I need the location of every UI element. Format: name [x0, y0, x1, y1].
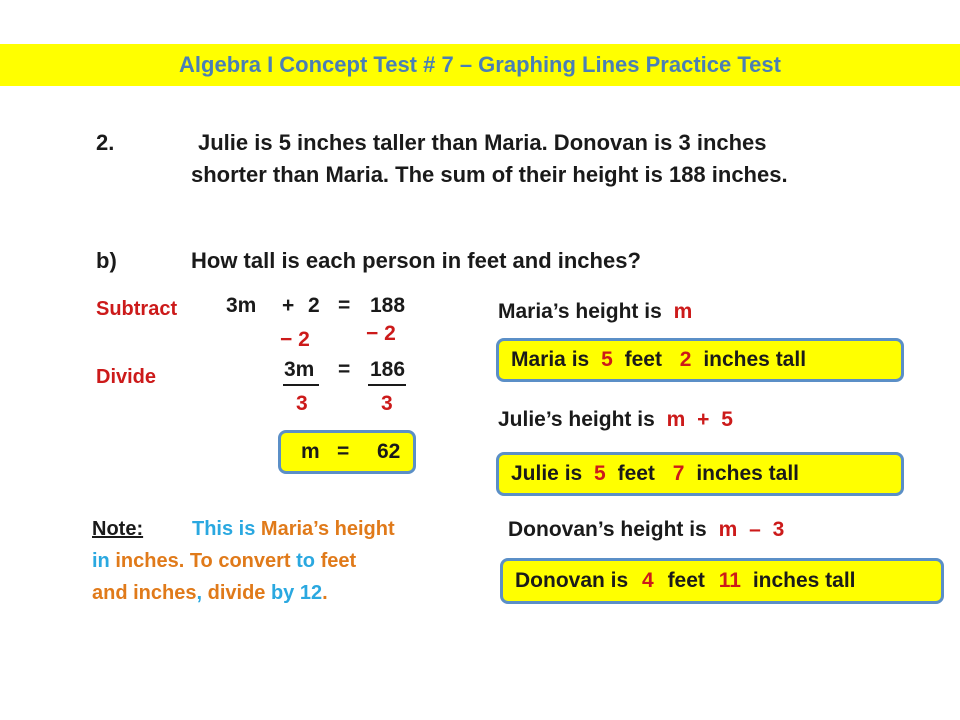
eq1-two: 2	[308, 294, 320, 317]
maria-answer	[511, 348, 806, 372]
fraction-bar-right	[368, 384, 406, 386]
eq2-rhs: 186	[370, 358, 406, 381]
subtract-left: − 2	[280, 328, 310, 351]
eq1-rhs: 188	[370, 294, 406, 317]
problem-number: 2.	[96, 130, 115, 155]
donovan-answer-box	[500, 558, 944, 604]
note-line-1: This is Maria’s height	[192, 518, 395, 540]
donovan-inches: 11	[718, 569, 741, 592]
julie-expr-label: Julie’s height is	[498, 408, 655, 431]
maria-inches-word: inches tall	[703, 348, 807, 371]
fraction-bar-left	[283, 384, 319, 386]
denominator-left: 3	[296, 392, 308, 415]
donovan-feet: 4	[642, 569, 654, 592]
eq1-lhs-3m: 3m	[226, 294, 257, 317]
note-label: Note:	[92, 518, 144, 540]
donovan-expr-n: 3	[772, 518, 785, 541]
note-line-3: and inches, divide by 12.	[92, 582, 328, 604]
donovan-inches-word: inches tall	[752, 569, 856, 592]
maria-expression	[498, 300, 692, 324]
note-line-2: in inches. To convert to feet	[92, 550, 357, 572]
subtract-right: − 2	[366, 322, 396, 345]
julie-feet: 5	[594, 462, 606, 485]
donovan-expression	[508, 518, 784, 542]
title-banner	[0, 44, 960, 86]
maria-feet: 5	[601, 348, 613, 371]
divide-label: Divide	[96, 366, 157, 388]
julie-pre: Julie is	[511, 462, 583, 485]
donovan-answer	[515, 569, 856, 593]
subtract-label: Subtract	[96, 298, 178, 320]
maria-expr-label: Maria’s height is	[498, 300, 662, 323]
donovan-expr-m: m	[718, 518, 738, 541]
julie-inches-word: inches tall	[696, 462, 800, 485]
eq1-equals: =	[338, 294, 351, 317]
problem-line-1: Julie is 5 inches taller than Maria. Donovan is 3 inches	[198, 130, 767, 155]
donovan-expr-label: Donovan’s height is	[508, 518, 707, 541]
julie-answer	[511, 462, 799, 486]
result-equals: =	[337, 440, 350, 463]
maria-answer-box	[496, 338, 904, 382]
donovan-feet-word: feet	[667, 569, 705, 592]
julie-expr-n: 5	[721, 408, 733, 431]
maria-pre: Maria is	[511, 348, 590, 371]
eq1-plus: +	[282, 294, 295, 317]
result-value: 62	[377, 440, 401, 463]
julie-inches: 7	[672, 462, 685, 485]
maria-feet-word: feet	[624, 348, 662, 371]
result-box	[278, 430, 416, 474]
page-title: Algebra I Concept Test # 7 – Graphing Lines Practice Test	[179, 52, 781, 77]
julie-expr-m: m	[666, 408, 686, 431]
julie-feet-word: feet	[617, 462, 655, 485]
donovan-expr-minus: –	[749, 518, 761, 541]
maria-expr-m: m	[673, 300, 693, 323]
eq2-equals: =	[338, 358, 351, 381]
eq2-lhs: 3m	[284, 358, 315, 381]
julie-expr-plus: +	[697, 408, 710, 431]
julie-answer-box	[496, 452, 904, 496]
part-b-question: How tall is each person in feet and inches?	[191, 248, 641, 273]
result-var: m	[301, 440, 320, 463]
maria-inches: 2	[679, 348, 692, 371]
donovan-pre: Donovan is	[515, 569, 629, 592]
part-b-label: b)	[96, 248, 117, 273]
problem-line-2: shorter than Maria. The sum of their height is 188 inches.	[191, 162, 788, 187]
julie-expression	[498, 408, 733, 432]
denominator-right: 3	[381, 392, 393, 415]
